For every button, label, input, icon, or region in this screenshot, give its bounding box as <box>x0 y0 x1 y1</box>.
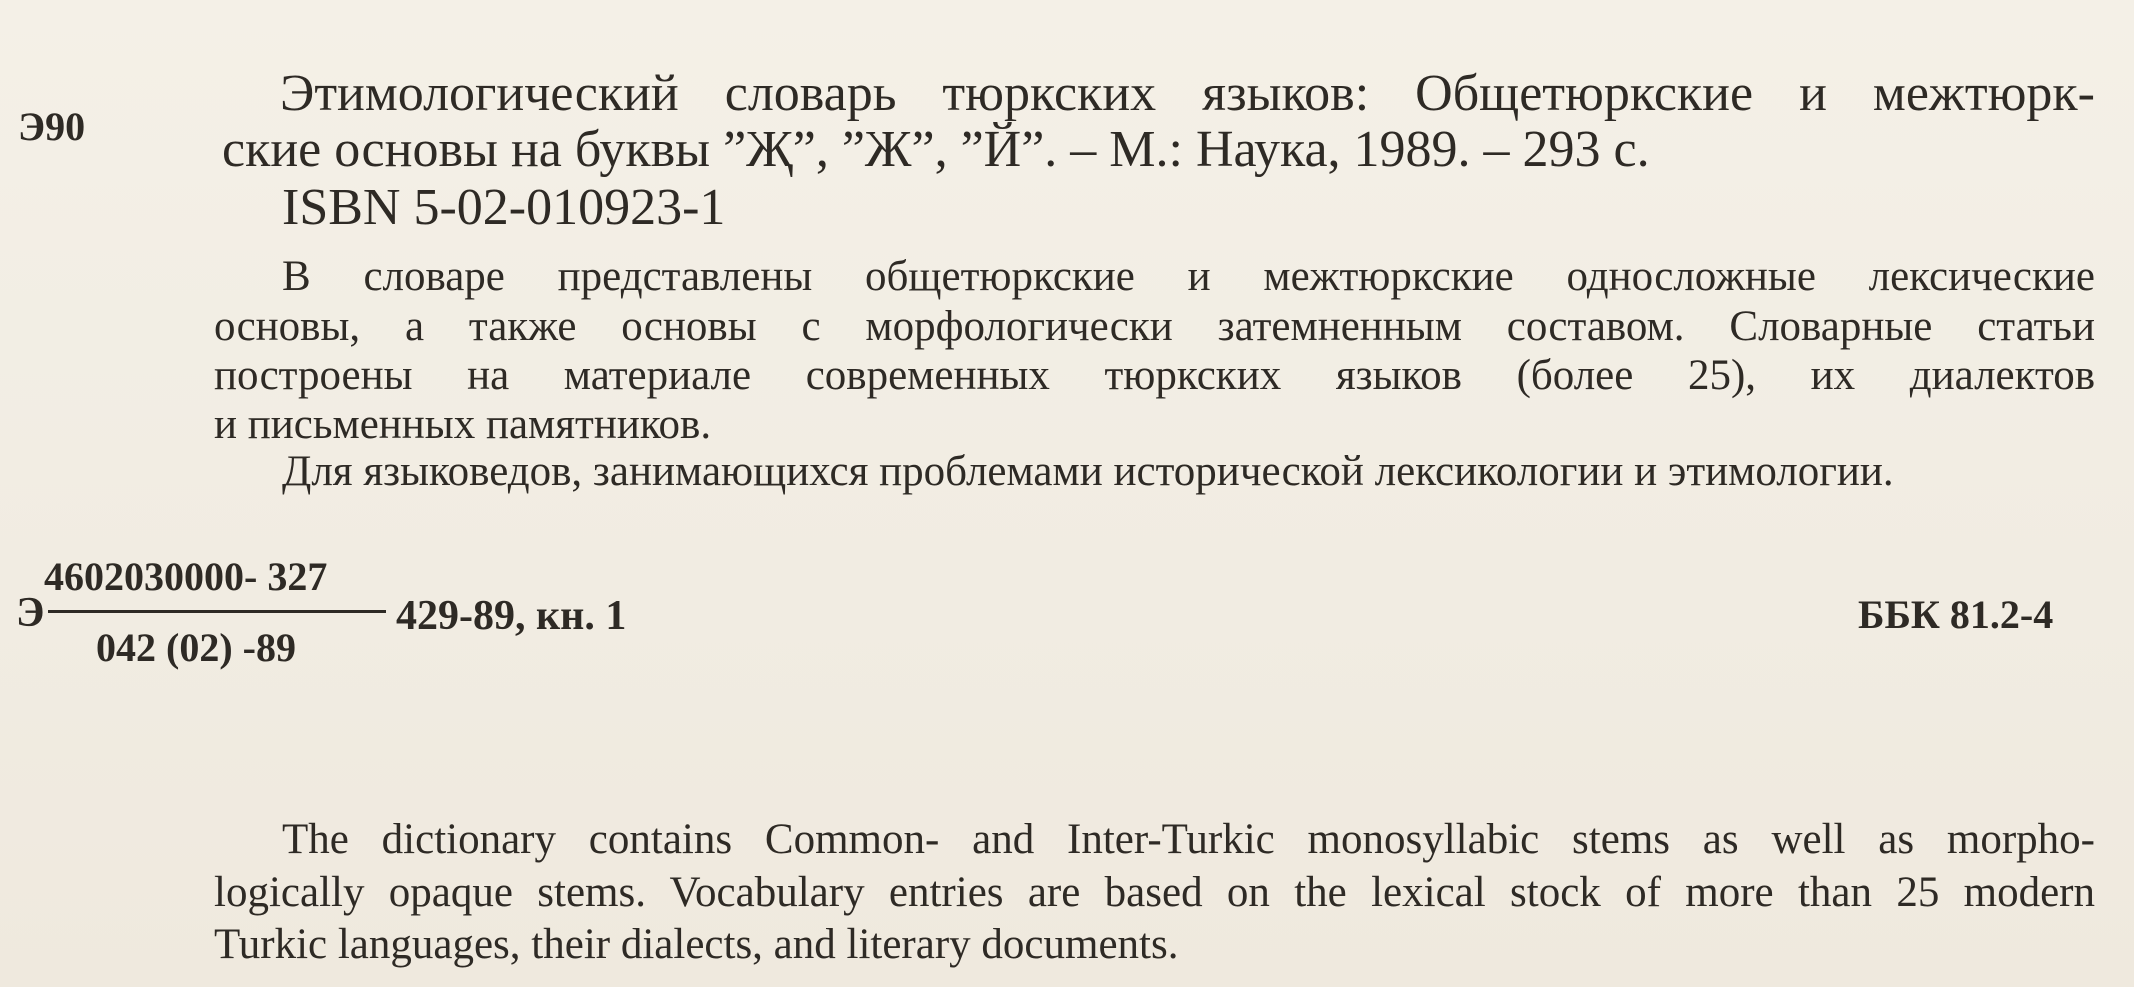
abstract-ru-line-3: построены на материале современных тюркских языков (более 25), их диалектов <box>214 352 2095 399</box>
isbn: ISBN 5-02-010923-1 <box>282 179 726 236</box>
abstract-ru-line-4: и письменных памятников. <box>214 401 712 448</box>
abstract-ru-line-1: В словаре представлены общетюркские и межтюркские односложные лексические <box>282 253 2095 300</box>
citation-line-2: ские основы на буквы ”Җ”, ”Ж”, ”Й”. – М.: Наука, 1989. – 293 с. <box>222 121 1650 178</box>
abstract-en-line-1: The dictionary contains Common- and Inter-Turkic monosyllabic stems as well as morpho- <box>282 816 2095 863</box>
fraction-rule <box>48 610 386 613</box>
classification-letter: Э <box>16 590 45 636</box>
abstract-en-line-3: Turkic languages, their dialects, and literary documents. <box>214 921 1179 968</box>
bbk-code: ББК 81.2-4 <box>1858 592 2054 637</box>
citation-line-1: Этимологический словарь тюркских языков: Общетюркские и межтюрк- <box>280 65 2095 122</box>
classification-denominator: 042 (02) -89 <box>96 625 296 670</box>
audience-note: Для языковедов, занимающихся проблемами исторической лексикологии и этимологии. <box>282 448 1894 495</box>
classification-suffix: 429-89, кн. 1 <box>396 593 627 639</box>
index-code: Э90 <box>18 104 86 149</box>
abstract-ru-line-2: основы, а также основы с морфологически затемненным составом. Словарные статьи <box>214 303 2095 350</box>
abstract-en-line-2: logically opaque stems. Vocabulary entries are based on the lexical stock of more than 25 modern <box>214 869 2095 916</box>
classification-numerator: 4602030000- 327 <box>44 554 328 599</box>
